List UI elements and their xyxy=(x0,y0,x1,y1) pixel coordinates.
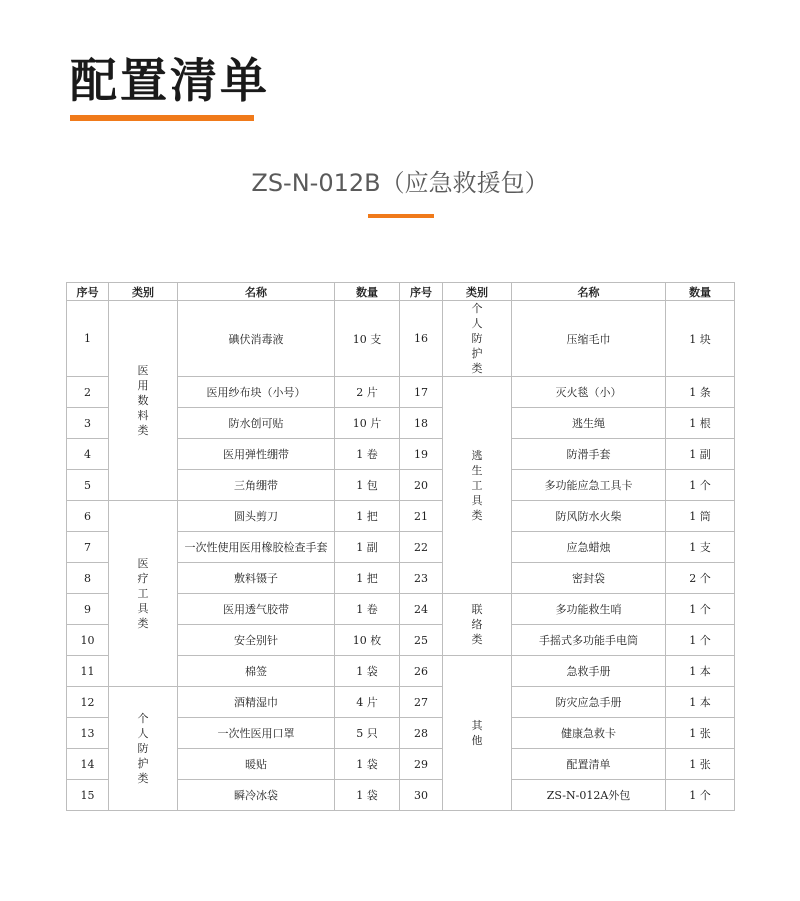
item-name: 逃生绳 xyxy=(512,408,666,439)
config-table xyxy=(66,282,735,811)
item-index: 2 xyxy=(67,377,109,408)
item-name: 医用透气胶带 xyxy=(178,594,335,625)
table-row xyxy=(67,301,735,377)
item-quantity: 1 副 xyxy=(666,439,735,470)
item-name: 防灾应急手册 xyxy=(512,687,666,718)
item-quantity: 1 张 xyxy=(666,718,735,749)
item-index: 25 xyxy=(400,625,443,656)
item-index: 11 xyxy=(67,656,109,687)
item-index: 9 xyxy=(67,594,109,625)
item-index: 3 xyxy=(67,408,109,439)
item-name: 瞬冷冰袋 xyxy=(178,780,335,811)
item-name: 三角绷带 xyxy=(178,470,335,501)
item-index: 10 xyxy=(67,625,109,656)
item-quantity: 1 张 xyxy=(666,749,735,780)
item-name: 健康急救卡 xyxy=(512,718,666,749)
item-name: 灭火毯（小） xyxy=(512,377,666,408)
item-index: 26 xyxy=(400,656,443,687)
item-index: 19 xyxy=(400,439,443,470)
item-quantity: 1 卷 xyxy=(335,594,400,625)
item-quantity: 1 筒 xyxy=(666,501,735,532)
product-subtitle: ZS-N-012B（应急救援包） xyxy=(251,169,549,197)
category-cell: 其 他 xyxy=(443,656,512,811)
item-index: 7 xyxy=(67,532,109,563)
item-quantity: 2 片 xyxy=(335,377,400,408)
item-index: 21 xyxy=(400,501,443,532)
item-name: 应急蜡烛 xyxy=(512,532,666,563)
item-index: 17 xyxy=(400,377,443,408)
item-index: 4 xyxy=(67,439,109,470)
item-quantity: 1 个 xyxy=(666,470,735,501)
col-header-quantity: 数量 xyxy=(335,283,400,301)
item-quantity: 1 袋 xyxy=(335,749,400,780)
category-cell: 医 用 数 料 类 xyxy=(109,301,178,501)
item-quantity: 1 袋 xyxy=(335,656,400,687)
item-name: 防风防水火柴 xyxy=(512,501,666,532)
item-index: 27 xyxy=(400,687,443,718)
item-quantity: 10 枚 xyxy=(335,625,400,656)
item-quantity: 10 片 xyxy=(335,408,400,439)
item-quantity: 1 副 xyxy=(335,532,400,563)
item-index: 16 xyxy=(400,301,443,377)
category-cell: 个 人 防 护 类 xyxy=(109,687,178,811)
category-cell: 逃 生 工 具 类 xyxy=(443,377,512,594)
item-quantity: 1 个 xyxy=(666,625,735,656)
item-index: 1 xyxy=(67,301,109,377)
item-name: 棉签 xyxy=(178,656,335,687)
page-title: 配置清单 xyxy=(70,54,270,109)
item-name: 碘伏消毒液 xyxy=(178,301,335,377)
item-index: 22 xyxy=(400,532,443,563)
item-quantity: 1 条 xyxy=(666,377,735,408)
table-header-row xyxy=(67,283,735,301)
item-name: ZS-N-012A外包 xyxy=(512,780,666,811)
item-index: 24 xyxy=(400,594,443,625)
item-name: 压缩毛巾 xyxy=(512,301,666,377)
col-header-name: 名称 xyxy=(178,283,335,301)
item-name: 一次性医用口罩 xyxy=(178,718,335,749)
item-quantity: 1 个 xyxy=(666,594,735,625)
table-row xyxy=(67,501,735,532)
item-name: 配置清单 xyxy=(512,749,666,780)
item-quantity: 1 把 xyxy=(335,501,400,532)
category-cell: 联 络 类 xyxy=(443,594,512,656)
subtitle-underline xyxy=(368,214,434,218)
item-name: 医用纱布块（小号） xyxy=(178,377,335,408)
item-index: 14 xyxy=(67,749,109,780)
item-name: 圆头剪刀 xyxy=(178,501,335,532)
item-name: 防滑手套 xyxy=(512,439,666,470)
item-index: 12 xyxy=(67,687,109,718)
item-name: 防水创可贴 xyxy=(178,408,335,439)
col-header-category: 类别 xyxy=(109,283,178,301)
item-name: 手摇式多功能手电筒 xyxy=(512,625,666,656)
col-header-index: 序号 xyxy=(67,283,109,301)
item-name: 多功能应急工具卡 xyxy=(512,470,666,501)
item-index: 15 xyxy=(67,780,109,811)
item-name: 医用弹性绷带 xyxy=(178,439,335,470)
item-name: 密封袋 xyxy=(512,563,666,594)
item-index: 8 xyxy=(67,563,109,594)
item-quantity: 10 支 xyxy=(335,301,400,377)
category-cell: 个 人 防 护 类 xyxy=(443,301,512,377)
item-name: 暖贴 xyxy=(178,749,335,780)
col-header-index: 序号 xyxy=(400,283,443,301)
item-quantity: 1 卷 xyxy=(335,439,400,470)
item-name: 多功能救生哨 xyxy=(512,594,666,625)
item-quantity: 1 本 xyxy=(666,687,735,718)
item-name: 酒精湿巾 xyxy=(178,687,335,718)
item-index: 20 xyxy=(400,470,443,501)
item-name: 一次性使用医用橡胶检查手套 xyxy=(178,532,335,563)
item-quantity: 2 个 xyxy=(666,563,735,594)
item-quantity: 1 本 xyxy=(666,656,735,687)
item-quantity: 1 包 xyxy=(335,470,400,501)
item-quantity: 1 支 xyxy=(666,532,735,563)
item-index: 18 xyxy=(400,408,443,439)
item-quantity: 1 根 xyxy=(666,408,735,439)
item-quantity: 1 袋 xyxy=(335,780,400,811)
item-name: 安全别针 xyxy=(178,625,335,656)
item-quantity: 1 把 xyxy=(335,563,400,594)
title-underline xyxy=(70,115,254,121)
item-index: 5 xyxy=(67,470,109,501)
item-quantity: 5 只 xyxy=(335,718,400,749)
item-index: 30 xyxy=(400,780,443,811)
item-name: 急救手册 xyxy=(512,656,666,687)
item-quantity: 1 块 xyxy=(666,301,735,377)
category-cell: 医 疗 工 具 类 xyxy=(109,501,178,687)
col-header-quantity: 数量 xyxy=(666,283,735,301)
table-row xyxy=(67,687,735,718)
item-index: 23 xyxy=(400,563,443,594)
item-index: 13 xyxy=(67,718,109,749)
item-index: 29 xyxy=(400,749,443,780)
item-name: 敷料镊子 xyxy=(178,563,335,594)
col-header-category: 类别 xyxy=(443,283,512,301)
item-quantity: 4 片 xyxy=(335,687,400,718)
item-index: 28 xyxy=(400,718,443,749)
item-index: 6 xyxy=(67,501,109,532)
col-header-name: 名称 xyxy=(512,283,666,301)
item-quantity: 1 个 xyxy=(666,780,735,811)
